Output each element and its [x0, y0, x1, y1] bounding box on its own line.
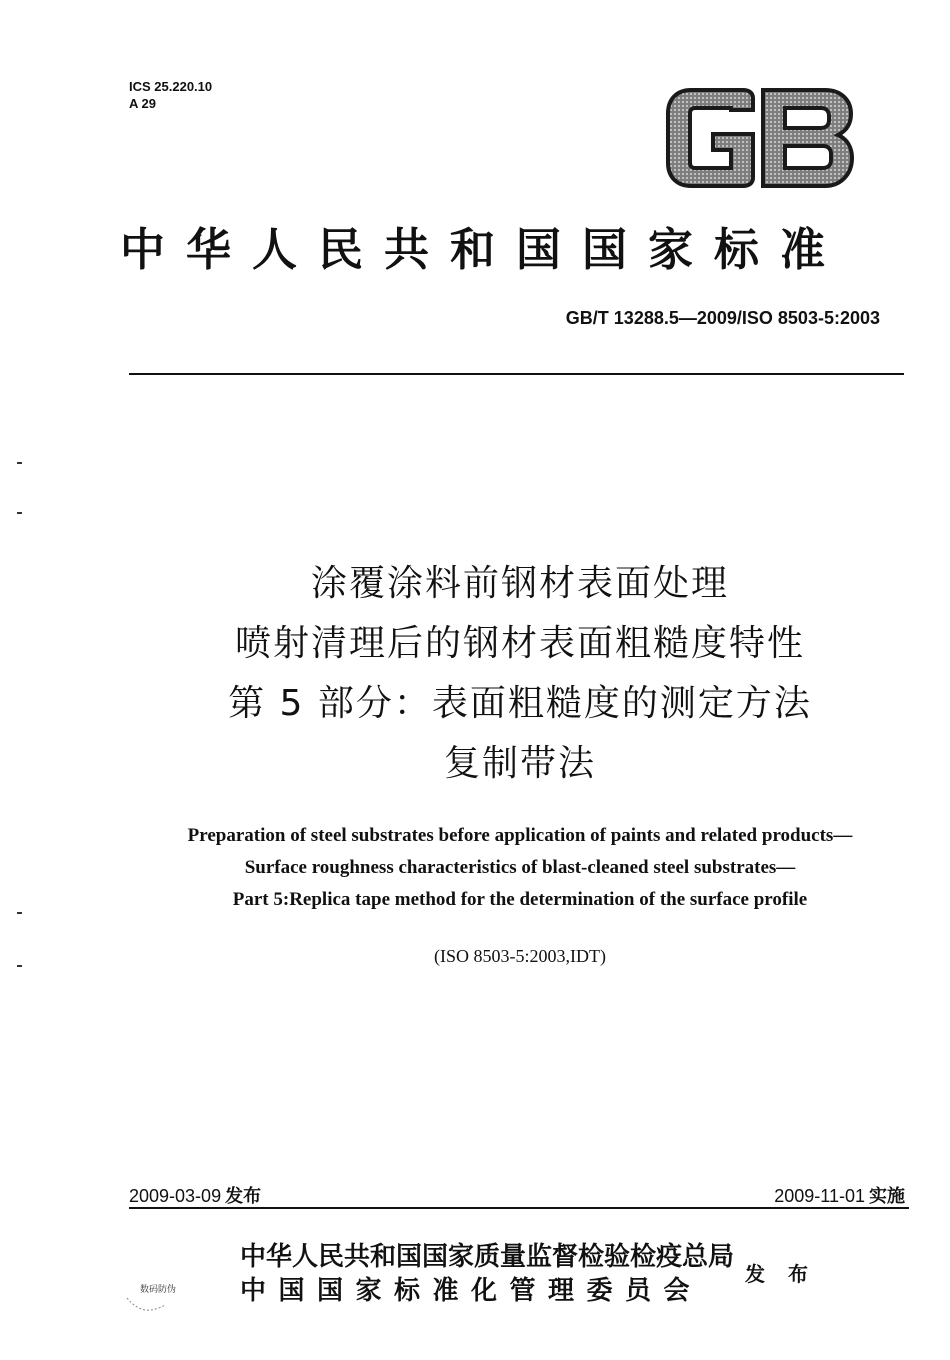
issuer-aqsiq: 中华人民共和国国家质量监督检验检疫总局	[240, 1242, 735, 1272]
english-title-line-2: Surface roughness characteristics of blast-cleaned steel substrates—	[244, 857, 796, 878]
standard-number: GB/T 13288.5—2009/ISO 8503-5:2003	[565, 308, 880, 328]
issue-date	[129, 1182, 261, 1208]
classification-codes	[129, 78, 212, 112]
standard-category-title: 中华人民共和国国家标准	[120, 223, 847, 276]
publish-label: 发 布	[745, 1262, 816, 1286]
header-divider	[129, 373, 904, 375]
chinese-title-line-2: 喷射清理后的钢材表面粗糙度特性	[234, 623, 805, 664]
english-title	[0, 820, 950, 916]
issuer-sac: 中国国家标准化管理委员会	[240, 1276, 703, 1306]
footer-divider	[129, 1207, 909, 1209]
issuing-authorities	[240, 1240, 734, 1308]
ccs-code: A 29	[129, 96, 156, 111]
chinese-title-line-1: 涂覆涂料前钢材表面处理	[310, 563, 729, 604]
chinese-title	[0, 554, 950, 794]
issue-date-label: 发布	[225, 1186, 262, 1207]
english-title-line-1: Preparation of steel substrates before application of paints and related products—	[187, 825, 853, 846]
stamp-scribble-icon	[125, 1296, 175, 1312]
chinese-title-line-3: 第 5 部分：表面粗糙度的测定方法	[228, 683, 812, 724]
ics-code: ICS 25.220.10	[129, 79, 213, 94]
iso-equivalence: (ISO 8503-5:2003,IDT)	[434, 946, 606, 966]
margin-mark	[17, 462, 22, 464]
margin-mark	[17, 512, 22, 514]
english-title-line-3: Part 5:Replica tape method for the determination of the surface profile	[232, 889, 808, 910]
implementation-date-value: 2009-11-01	[774, 1186, 865, 1206]
gb-logo	[665, 88, 855, 188]
issue-date-value: 2009-03-09	[129, 1186, 222, 1206]
implementation-date	[774, 1182, 905, 1208]
chinese-title-line-4: 复制带法	[443, 743, 596, 784]
implementation-date-label: 实施	[869, 1186, 905, 1207]
anti-counterfeit-stamp: 数码防伪	[140, 1285, 177, 1295]
